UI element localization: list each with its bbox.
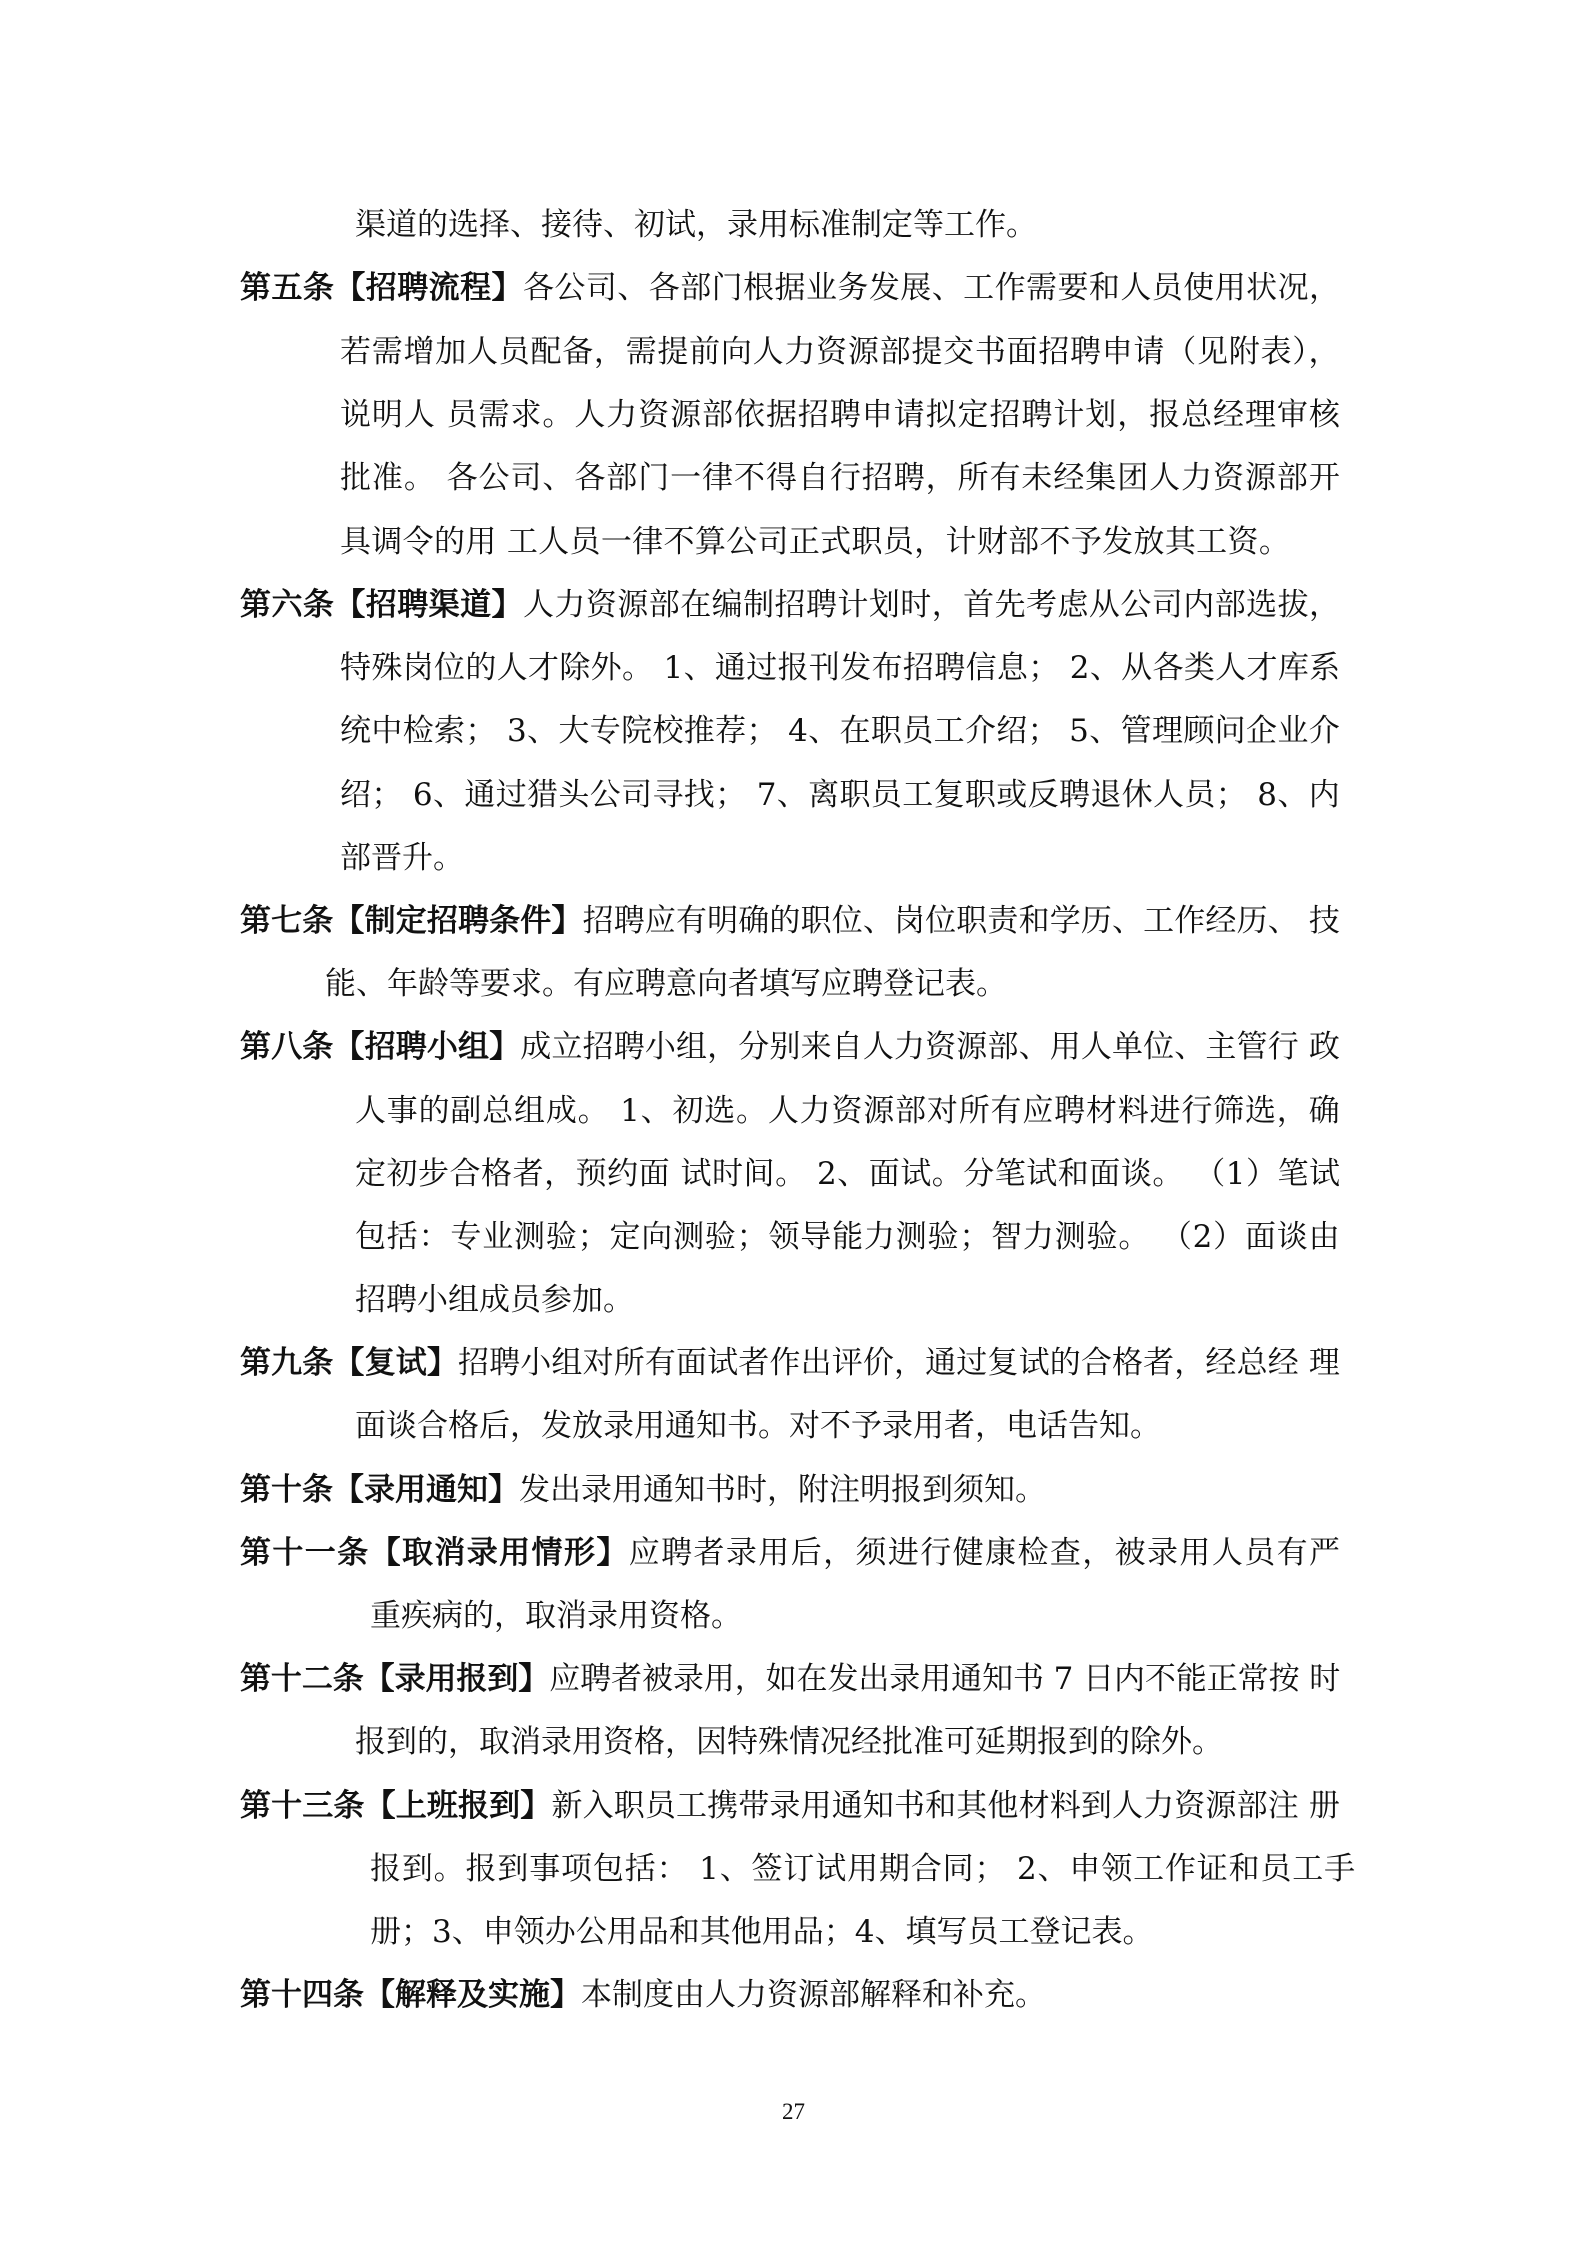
article-heading-line <box>240 1533 1341 1573</box>
article-text-line <box>370 1596 742 1636</box>
article-text-line <box>340 838 464 878</box>
article-text: 招聘应有明确的职位、岗位职责和学历、工作经历、 技 <box>582 903 1341 939</box>
article-text: 包括：专业测验；定向测验；领导能力测验；智力测验。 （2）面谈由 <box>355 1219 1341 1255</box>
article-text: 若需增加人员配备，需提前向人力资源部提交书面招聘申请（见附表）， <box>340 334 1341 370</box>
article-text-line <box>355 1091 1340 1131</box>
article-text: 绍； 6、通过猎头公司寻找； 7、离职员工复职或反聘退休人员； 8、内 <box>340 777 1341 813</box>
article-text: 重疾病的，取消录用资格。 <box>370 1598 742 1634</box>
article-text: 册；3、申领办公用品和其他用品；4、填写员工登记表。 <box>370 1914 1154 1950</box>
article-text-line <box>355 1406 1161 1446</box>
article-heading-line <box>240 1659 1340 1699</box>
article-text-line <box>340 775 1340 815</box>
article-text: 定初步合格者，预约面 试时间。 2、面试。分笔试和面谈。 （1）笔试 <box>355 1156 1341 1192</box>
article-text-line <box>340 395 1341 435</box>
article-label: 第十一条【取消录用情形】 <box>240 1535 629 1571</box>
article-label: 第十四条【解释及实施】 <box>240 1977 581 2013</box>
article-text: 招聘小组成员参加。 <box>355 1282 634 1318</box>
article-heading-line <box>240 901 1340 941</box>
article-label: 第七条【制定招聘条件】 <box>240 903 583 939</box>
article-text-line <box>340 711 1340 751</box>
article-heading-line <box>240 1975 1046 2015</box>
article-text: 部晋升。 <box>340 840 464 876</box>
article-text: 批准。 各公司、各部门一律不得自行招聘，所有未经集团人力资源部开 <box>340 460 1341 496</box>
article-heading-line <box>240 585 1340 625</box>
article-text: 应聘者录用后，须进行健康检查，被录用人员有严 <box>628 1535 1342 1571</box>
article-label: 第十二条【录用报到】 <box>240 1661 550 1697</box>
article-text: 本制度由人力资源部解释和补充。 <box>581 1977 1046 2013</box>
article-text-line <box>355 1280 634 1320</box>
article-heading-line <box>240 1027 1340 1067</box>
article-text: 人力资源部在编制招聘计划时，首先考虑从公司内部选拔， <box>522 587 1341 623</box>
article-label: 第十三条【上班报到】 <box>240 1788 552 1824</box>
article-heading-line <box>240 1343 1340 1383</box>
article-label: 第八条【招聘小组】 <box>240 1029 521 1065</box>
article-text: 报到。报到事项包括： 1、签订试用期合同； 2、申领工作证和员工手 <box>370 1851 1356 1887</box>
article-text: 说明人 员需求。人力资源部依据招聘申请拟定招聘计划，报总经理审核 <box>340 397 1341 433</box>
article-text: 具调令的用 工人员一律不算公司正式职员，计财部不予发放其工资。 <box>340 524 1291 560</box>
article-text: 人事的副总组成。 1、初选。人力资源部对所有应聘材料进行筛选，确 <box>355 1093 1341 1129</box>
article-text-line <box>370 1849 1356 1889</box>
article-text-line <box>355 1217 1340 1257</box>
article-text: 各公司、各部门根据业务发展、工作需要和人员使用状况， <box>522 270 1341 306</box>
article-text: 招聘小组对所有面试者作出评价，通过复试的合格者，经总经 理 <box>458 1345 1340 1381</box>
article-heading-line <box>240 268 1340 308</box>
article-text: 能、年龄等要求。有应聘意向者填写应聘登记表。 <box>325 966 1007 1002</box>
article-text: 渠道的选择、接待、初试，录用标准制定等工作。 <box>355 207 1037 243</box>
article-text: 报到的，取消录用资格，因特殊情况经批准可延期报到的除外。 <box>355 1724 1223 1760</box>
article-text-line <box>340 332 1340 372</box>
article-text-line <box>340 648 1340 688</box>
article-text-line <box>370 1912 1153 1952</box>
article-text-line <box>355 1722 1223 1762</box>
article-text: 发出录用通知书时，附注明报到须知。 <box>519 1472 1046 1508</box>
article-text-line <box>325 964 1007 1004</box>
article-text: 应聘者被录用，如在发出录用通知书 7 日内不能正常按 时 <box>549 1661 1341 1697</box>
article-label: 第六条【招聘渠道】 <box>240 587 523 623</box>
article-label: 第九条【复试】 <box>240 1345 458 1381</box>
article-text-line <box>340 522 1290 562</box>
article-text: 面谈合格后，发放录用通知书。对不予录用者，电话告知。 <box>355 1408 1161 1444</box>
article-text: 新入职员工携带录用通知书和其他材料到人力资源部注 册 <box>551 1788 1341 1824</box>
article-label: 第十条【录用通知】 <box>240 1472 519 1508</box>
article-text-line <box>340 458 1341 498</box>
article-heading-line <box>240 1470 1046 1510</box>
page-number: 27 <box>782 2099 805 2124</box>
article-label: 第五条【招聘流程】 <box>240 270 523 306</box>
article-text: 统中检索； 3、大专院校推荐； 4、在职员工介绍； 5、管理顾问企业介 <box>340 713 1341 749</box>
article-text: 特殊岗位的人才除外。 1、通过报刊发布招聘信息； 2、从各类人才库系 <box>340 650 1341 686</box>
article-text-line <box>355 1154 1341 1194</box>
article-text: 成立招聘小组，分别来自人力资源部、用人单位、主管行 政 <box>520 1029 1341 1065</box>
article-text-line <box>355 205 1037 245</box>
article-heading-line <box>240 1786 1340 1826</box>
